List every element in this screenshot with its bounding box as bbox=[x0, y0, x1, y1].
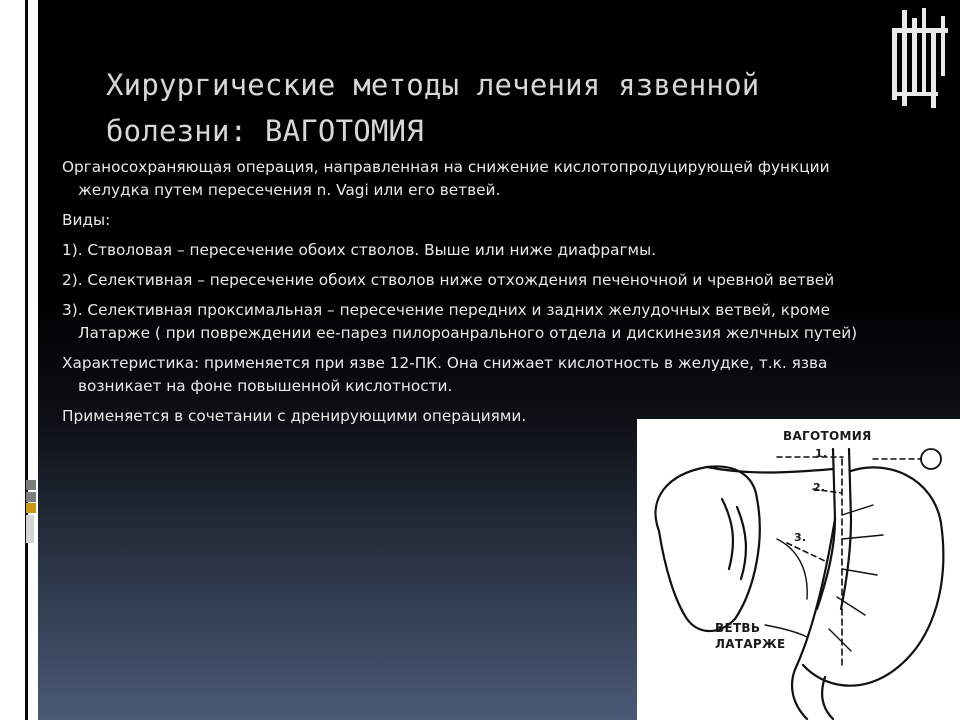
decor-bar bbox=[892, 28, 948, 33]
transection-3-line bbox=[787, 543, 825, 561]
slide-title: Хирургические методы лечения язвенной болезни: ВАГОТОМИЯ bbox=[106, 68, 760, 148]
paragraph-text: 3). Селективная проксимальная – пересечение передних и задних желудочных ветвей, кроме bbox=[62, 301, 830, 319]
decor-bar bbox=[892, 92, 938, 96]
left-decor-mark bbox=[26, 492, 36, 502]
decor-bar bbox=[912, 18, 917, 94]
paragraph-text: 2). Селективная – пересечение обоих стволов ниже отхождения печеночной и чревной ветвей bbox=[62, 271, 835, 289]
left-decor-strip bbox=[0, 0, 38, 720]
left-decor-line bbox=[25, 0, 28, 720]
branch-label-line2: ЛАТАРЖЕ bbox=[715, 637, 786, 651]
vagotomy-diagram bbox=[637, 419, 960, 720]
body-paragraph bbox=[62, 352, 952, 398]
body-paragraph bbox=[62, 209, 952, 232]
paragraph-text: 1). Стволовая – пересечение обоих стволов. Выше или ниже диафрагмы. bbox=[62, 241, 657, 259]
corner-decor bbox=[892, 6, 948, 110]
decor-bar bbox=[922, 8, 926, 96]
body-paragraph bbox=[62, 299, 952, 345]
body-paragraph bbox=[62, 269, 952, 292]
paragraph-text: Органосохраняющая операция, направленная на снижение кислотопродуцирующей функции bbox=[62, 158, 830, 176]
marker-2: 2. bbox=[813, 481, 826, 494]
diagram-drawing bbox=[637, 419, 960, 720]
marker-3: 3. bbox=[794, 531, 807, 544]
paragraph-continuation: желудка путем пересечения n. Vagi или его ветвей. bbox=[78, 181, 501, 199]
duodenum-line bbox=[792, 665, 807, 719]
decor-bar bbox=[931, 28, 936, 108]
label-pointer-line bbox=[765, 625, 807, 637]
paragraph-continuation: Латарже ( при повреждении ее-парез пилороанрального отдела и дискинезия желчных путей) bbox=[78, 324, 858, 342]
latarjet-branch-line bbox=[777, 539, 807, 599]
left-decor-mark bbox=[26, 515, 34, 543]
body-paragraph bbox=[62, 156, 952, 202]
left-decor-mark bbox=[26, 480, 36, 490]
gastric-branch-lines bbox=[829, 505, 883, 651]
paragraph-continuation: возникает на фоне повышенной кислотности. bbox=[78, 377, 453, 395]
paragraph-text: Виды: bbox=[62, 211, 111, 229]
bile-duct-line bbox=[737, 507, 746, 579]
liver-outline bbox=[656, 466, 760, 631]
branch-label-line1: ВЕТВЬ bbox=[715, 621, 761, 635]
decor-bar bbox=[941, 16, 945, 76]
diagram-title: ВАГОТОМИЯ bbox=[783, 429, 872, 443]
pointer-circle bbox=[921, 449, 941, 469]
left-decor-mark bbox=[26, 503, 36, 513]
marker-1: 1. bbox=[815, 447, 828, 460]
decor-bar bbox=[892, 28, 897, 100]
body-paragraph bbox=[62, 239, 952, 262]
bile-duct-line bbox=[722, 499, 733, 569]
slide-body bbox=[62, 156, 952, 435]
paragraph-text: Применяется в сочетании с дренирующими операциями. bbox=[62, 407, 527, 425]
paragraph-text: Характеристика: применяется при язве 12-ПК. Она снижает кислотность в желудке, т.к. язва bbox=[62, 354, 828, 372]
